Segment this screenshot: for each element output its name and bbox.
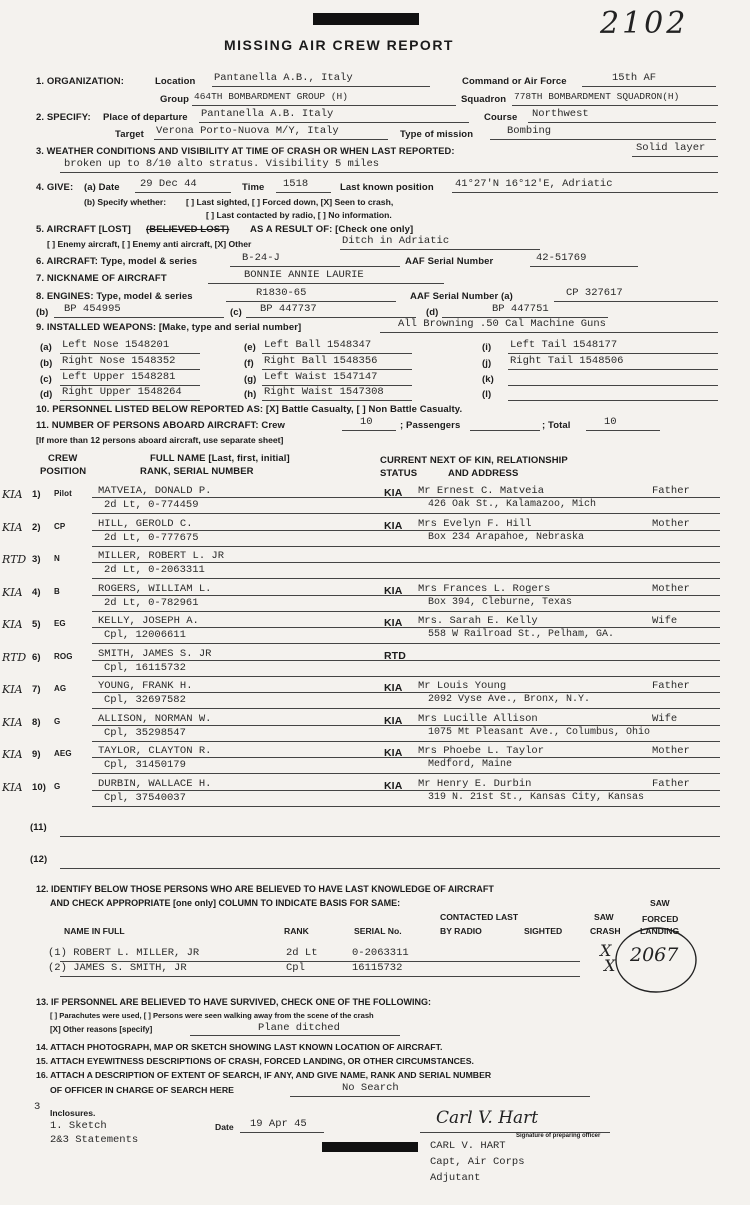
s5-other-value: Ditch in Adriatic <box>342 235 450 247</box>
squadron-value: 778TH BOMBARDMENT SQUADRON(H) <box>514 91 680 102</box>
crew-rank: Cpl, 31450179 <box>104 759 186 771</box>
crew-kin: Mr Ernest C. Matveia <box>418 485 545 497</box>
position-value: 41°27'N 16°12'E, Adriatic <box>455 178 613 190</box>
weapon-value: Left Nose 1548201 <box>62 339 170 351</box>
crew-address: 2092 Vyse Ave., Bronx, N.Y. <box>428 694 591 705</box>
crew-position: Pilot <box>54 489 72 498</box>
crew-position: AG <box>54 684 67 693</box>
crew-kin: Mrs Frances L. Rogers <box>418 583 551 595</box>
s15-label: 15. ATTACH EYEWITNESS DESCRIPTIONS OF CRASH, FORCED LANDING, OR OTHER CIRCUMSTANCES. <box>36 1056 474 1066</box>
crew-status: KIA <box>384 617 403 629</box>
witness-2-check: X <box>604 956 616 975</box>
aircraft-serial-label: AAF Serial Number <box>405 256 494 267</box>
s5-options: [ ] Enemy aircraft, [ ] Enemy anti aircraft, [X] Other <box>47 239 252 249</box>
inclosure-1: 1. Sketch <box>50 1120 107 1132</box>
crew-rank: Cpl, 37540037 <box>104 792 186 804</box>
weapon-value: Right Waist 1547308 <box>264 386 384 398</box>
crew-address: Box 394, Cleburne, Texas <box>428 597 573 608</box>
engine-serial-label: AAF Serial Number (a) <box>410 291 513 302</box>
crew-rank: Cpl, 16115732 <box>104 662 186 674</box>
crew-kin: Mrs Phoebe L. Taylor <box>418 745 545 757</box>
weapon-key: (l) <box>482 389 492 400</box>
crew-number: 2) <box>32 522 41 533</box>
specify-options-2: [ ] Last contacted by radio, [ ] No information. <box>206 210 392 220</box>
witness-2-rank: Cpl <box>286 962 305 974</box>
s11-label: 11. NUMBER OF PERSONS ABOARD AIRCRAFT: Crew <box>36 420 286 431</box>
hdr-crew: CREW <box>48 453 78 464</box>
total-label: ; Total <box>542 420 571 431</box>
hdr-address: AND ADDRESS <box>448 468 519 479</box>
document-number: 2102 <box>600 6 689 41</box>
specify-options-1: [ ] Last sighted, [ ] Forced down, [X] Seen to crash, <box>186 197 394 207</box>
crew-name: MILLER, ROBERT L. JR <box>98 550 225 562</box>
s10-label: 10. PERSONNEL LISTED BELOW REPORTED AS: [X] Battle Casualty, [ ] Non Battle Casualty. <box>36 404 463 415</box>
crew-status: KIA <box>384 585 403 597</box>
crew-address: 1075 Mt Pleasant Ave., Columbus, Ohio <box>428 727 651 738</box>
crew-rank: 2d Lt, 0-2063311 <box>104 564 205 576</box>
crew-position: B <box>54 587 60 596</box>
engine-d-label: (d) <box>426 307 439 318</box>
aircraft-type-value: B-24-J <box>242 252 280 264</box>
departure-label: Place of departure <box>103 112 188 123</box>
hdr-name: FULL NAME [Last, first, initial] <box>150 453 290 464</box>
s5-struck: (BELIEVED LOST) <box>146 224 230 235</box>
weapon-key: (i) <box>482 342 492 353</box>
crew-position: CP <box>54 522 66 531</box>
s16-label-2: OF OFFICER IN CHARGE OF SEARCH HERE <box>50 1085 234 1095</box>
s5-rest: AS A RESULT OF: [Check one only] <box>250 224 414 235</box>
weapon-key: (k) <box>482 374 494 385</box>
crew-mark: KIA <box>2 521 23 534</box>
weapon-value: Left Waist 1547147 <box>264 371 378 383</box>
crew-count-value: 10 <box>360 416 373 428</box>
crew-relationship: Father <box>652 680 690 692</box>
crew-relationship: Wife <box>652 615 678 627</box>
crew-number: 1) <box>32 489 41 500</box>
group-value: 464TH BOMBARDMENT GROUP (H) <box>194 91 348 102</box>
engine-a-value: CP 327617 <box>566 287 623 299</box>
crew-position: AEG <box>54 749 72 758</box>
crew-relationship: Mother <box>652 518 690 530</box>
crew-rank: 2d Lt, 0-777675 <box>104 532 199 544</box>
weapon-key: (f) <box>244 358 254 369</box>
hdr-rank: RANK, SERIAL NUMBER <box>140 466 254 477</box>
crew-address: Medford, Maine <box>428 759 513 770</box>
crew-kin: Mrs Evelyn F. Hill <box>418 518 532 530</box>
inclosures-count: 3 <box>34 1101 41 1113</box>
redaction-bar-footer <box>322 1142 418 1152</box>
weapon-key: (c) <box>40 374 52 385</box>
h-saw2: SAW <box>650 898 670 908</box>
h-name: NAME IN FULL <box>64 926 125 936</box>
weapon-value: Right Tail 1548506 <box>510 355 624 367</box>
s2-label: 2. SPECIFY: <box>36 112 91 123</box>
witness-1-rank: 2d Lt <box>286 947 318 959</box>
row-12-label: (12) <box>30 854 48 865</box>
inclosures-label: Inclosures. <box>50 1108 96 1118</box>
weapon-key: (g) <box>244 374 257 385</box>
s13-label: 13. IF PERSONNEL ARE BELIEVED TO HAVE SURVIVED, CHECK ONE OF THE FOLLOWING: <box>36 997 432 1007</box>
crew-mark: KIA <box>2 618 23 631</box>
crew-status: KIA <box>384 487 403 499</box>
annotation-number: 2067 <box>630 944 679 966</box>
location-value: Pantanella A.B., Italy <box>214 72 353 84</box>
crew-mark: RTD <box>2 651 27 664</box>
crew-relationship: Mother <box>652 583 690 595</box>
crew-number: 4) <box>32 587 41 598</box>
engine-b-value: BP 454995 <box>64 303 121 315</box>
engine-c-value: BP 447737 <box>260 303 317 315</box>
witness-2-name: (2) JAMES S. SMITH, JR <box>48 962 187 974</box>
crew-mark: KIA <box>2 748 23 761</box>
crew-mark: KIA <box>2 683 23 696</box>
weapon-key: (j) <box>482 358 492 369</box>
crew-kin: Mr Louis Young <box>418 680 507 692</box>
date-footer-value: 19 Apr 45 <box>250 1118 307 1130</box>
crew-mark: KIA <box>2 586 23 599</box>
crew-name: ROGERS, WILLIAM L. <box>98 583 212 595</box>
h-rank: RANK <box>284 926 309 936</box>
h-serial: SERIAL No. <box>354 926 402 936</box>
crew-mark: KIA <box>2 488 23 501</box>
nickname-value: BONNIE ANNIE LAURIE <box>244 269 364 281</box>
s6-label: 6. AIRCRAFT: Type, model & series <box>36 256 198 267</box>
s7-label: 7. NICKNAME OF AIRCRAFT <box>36 273 167 284</box>
weapon-key: (e) <box>244 342 256 353</box>
target-label: Target <box>115 129 144 140</box>
course-label: Course <box>484 112 518 123</box>
weapons-all-value: All Browning .50 Cal Machine Guns <box>398 318 606 330</box>
h-forced: FORCED <box>642 914 679 924</box>
crew-address: 426 Oak St., Kalamazoo, Mich <box>428 499 597 510</box>
crew-number: 5) <box>32 619 41 630</box>
crew-address: Box 234 Arapahoe, Nebraska <box>428 532 585 543</box>
crew-position: N <box>54 554 60 563</box>
s16-value: No Search <box>342 1082 399 1094</box>
crew-kin: Mr Henry E. Durbin <box>418 778 532 790</box>
engine-type-value: R1830-65 <box>256 287 307 299</box>
s5-label: 5. AIRCRAFT [LOST] <box>36 224 131 235</box>
crew-kin: Mrs. Sarah E. Kelly <box>418 615 538 627</box>
crew-mark: RTD <box>2 553 27 566</box>
crew-position: G <box>54 782 61 791</box>
s8-label: 8. ENGINES: Type, model & series <box>36 291 193 302</box>
h-radio: BY RADIO <box>440 926 482 936</box>
s1-label: 1. ORGANIZATION: <box>36 76 124 87</box>
h-landing: LANDING <box>640 926 680 936</box>
officer-name: CARL V. HART <box>430 1140 506 1152</box>
h-saw: SAW <box>594 912 614 922</box>
weather-value-1: Solid layer <box>636 142 706 154</box>
s12-label-1: 12. IDENTIFY BELOW THOSE PERSONS WHO ARE BELIEVED TO HAVE LAST KNOWLEDGE OF AIRCRAFT <box>36 884 494 894</box>
witness-2-serial: 16115732 <box>352 962 403 974</box>
s3-label: 3. WEATHER CONDITIONS AND VISIBILITY AT TIME OF CRASH OR WHEN LAST REPORTED: <box>36 146 455 156</box>
crew-status: KIA <box>384 520 403 532</box>
weapon-value: Right Upper 1548264 <box>62 386 182 398</box>
crew-status: RTD <box>384 650 406 662</box>
hdr-status: STATUS <box>380 468 418 479</box>
weapon-value: Right Nose 1548352 <box>62 355 176 367</box>
weapon-key: (h) <box>244 389 257 400</box>
time-label: Time <box>242 182 265 193</box>
crew-name: HILL, GEROLD C. <box>98 518 193 530</box>
crew-relationship: Father <box>652 778 690 790</box>
s13-other-label: [X] Other reasons [specify] <box>50 1025 153 1034</box>
weapon-value: Right Ball 1548356 <box>264 355 378 367</box>
time-value: 1518 <box>283 178 309 190</box>
group-label: Group <box>160 94 189 105</box>
crew-status: KIA <box>384 780 403 792</box>
mission-label: Type of mission <box>400 129 474 140</box>
command-label: Command or Air Force <box>462 76 567 87</box>
specify-whether-label: (b) Specify whether: <box>84 197 167 207</box>
crew-mark: KIA <box>2 716 23 729</box>
report-title: MISSING AIR CREW REPORT <box>224 37 454 53</box>
target-value: Verona Porto-Nuova M/Y, Italy <box>156 125 339 137</box>
crew-name: DURBIN, WALLACE H. <box>98 778 212 790</box>
signature: Carl V. Hart <box>436 1108 539 1128</box>
crew-rank: 2d Lt, 0-774459 <box>104 499 199 511</box>
weather-value-2: broken up to 8/10 alto stratus. Visibility 5 miles <box>64 158 380 170</box>
crew-name: MATVEIA, DONALD P. <box>98 485 212 497</box>
engine-b-label: (b) <box>36 307 49 318</box>
total-value: 10 <box>604 416 617 428</box>
witness-1-check: X <box>600 941 612 960</box>
crew-name: YOUNG, FRANK H. <box>98 680 193 692</box>
crew-name: SMITH, JAMES S. JR <box>98 648 212 660</box>
date-value: 29 Dec 44 <box>140 178 197 190</box>
crew-status: KIA <box>384 747 403 759</box>
passengers-label: ; Passengers <box>400 420 461 431</box>
crew-rank: Cpl, 12006611 <box>104 629 186 641</box>
departure-value: Pantanella A.B. Italy <box>201 108 334 120</box>
h-crash: CRASH <box>590 926 621 936</box>
weapon-key: (a) <box>40 342 52 353</box>
command-value: 15th AF <box>612 72 657 84</box>
s13-options: [ ] Parachutes were used, [ ] Persons were seen walking away from the scene of the crash <box>50 1011 374 1020</box>
h-contacted: CONTACTED LAST <box>440 912 519 922</box>
crew-mark: KIA <box>2 781 23 794</box>
crew-relationship: Wife <box>652 713 678 725</box>
crew-position: EG <box>54 619 66 628</box>
crew-rank: 2d Lt, 0-782961 <box>104 597 199 609</box>
engine-d-value: BP 447751 <box>492 303 549 315</box>
crew-relationship: Mother <box>652 745 690 757</box>
crew-kin: Mrs Lucille Allison <box>418 713 538 725</box>
signature-caption: Signature of preparing officer <box>516 1133 601 1139</box>
officer-role: Adjutant <box>430 1172 481 1184</box>
s4-label: 4. GIVE: <box>36 182 74 193</box>
s16-label-1: 16. ATTACH A DESCRIPTION OF EXTENT OF SEARCH, IF ANY, AND GIVE NAME, RANK AND SERIAL NUMBER <box>36 1070 492 1080</box>
crew-status: KIA <box>384 715 403 727</box>
h-sighted: SIGHTED <box>524 926 563 936</box>
s12-label-2: AND CHECK APPROPRIATE [one only] COLUMN TO INDICATE BASIS FOR SAME: <box>50 898 401 908</box>
course-value: Northwest <box>532 108 589 120</box>
witness-1-serial: 0-2063311 <box>352 947 409 959</box>
s11-note: [If more than 12 persons aboard aircraft, use separate sheet] <box>36 435 284 445</box>
weapon-value: Left Upper 1548281 <box>62 371 176 383</box>
s13-other-value: Plane ditched <box>258 1022 340 1034</box>
crew-name: KELLY, JOSEPH A. <box>98 615 199 627</box>
row-11-label: (11) <box>30 822 47 833</box>
weapon-key: (b) <box>40 358 53 369</box>
squadron-label: Squadron <box>461 94 507 105</box>
date-label: (a) Date <box>84 182 120 193</box>
engine-c-label: (c) <box>230 307 242 318</box>
hdr-next: CURRENT NEXT OF KIN, RELATIONSHIP <box>380 455 568 466</box>
crew-position: G <box>54 717 61 726</box>
weapon-key: (d) <box>40 389 53 400</box>
s9-label: 9. INSTALLED WEAPONS: [Make, type and serial number] <box>36 322 302 333</box>
crew-address: 319 N. 21st St., Kansas City, Kansas <box>428 792 645 803</box>
witness-1-name: (1) ROBERT L. MILLER, JR <box>48 947 200 959</box>
date-footer-label: Date <box>215 1122 234 1132</box>
position-label: Last known position <box>340 182 434 193</box>
crew-number: 3) <box>32 554 41 565</box>
hdr-position: POSITION <box>40 466 87 477</box>
crew-position: ROG <box>54 652 73 661</box>
crew-number: 8) <box>32 717 41 728</box>
crew-number: 7) <box>32 684 41 695</box>
crew-number: 6) <box>32 652 41 663</box>
crew-rank: Cpl, 32697582 <box>104 694 186 706</box>
crew-number: 10) <box>32 782 47 793</box>
weapon-value: Left Ball 1548347 <box>264 339 372 351</box>
crew-number: 9) <box>32 749 41 760</box>
mission-value: Bombing <box>507 125 552 137</box>
weapon-value: Left Tail 1548177 <box>510 339 618 351</box>
inclosure-2: 2&3 Statements <box>50 1134 139 1146</box>
crew-address: 558 W Railroad St., Pelham, GA. <box>428 629 615 640</box>
location-label: Location <box>155 76 196 87</box>
crew-relationship: Father <box>652 485 690 497</box>
officer-rank: Capt, Air Corps <box>430 1156 525 1168</box>
s14-label: 14. ATTACH PHOTOGRAPH, MAP OR SKETCH SHOWING LAST KNOWN LOCATION OF AIRCRAFT. <box>36 1042 443 1052</box>
crew-rank: Cpl, 35298547 <box>104 727 186 739</box>
crew-name: ALLISON, NORMAN W. <box>98 713 212 725</box>
redaction-bar <box>313 13 419 25</box>
aircraft-serial-value: 42-51769 <box>536 252 587 264</box>
crew-status: KIA <box>384 682 403 694</box>
crew-name: TAYLOR, CLAYTON R. <box>98 745 212 757</box>
